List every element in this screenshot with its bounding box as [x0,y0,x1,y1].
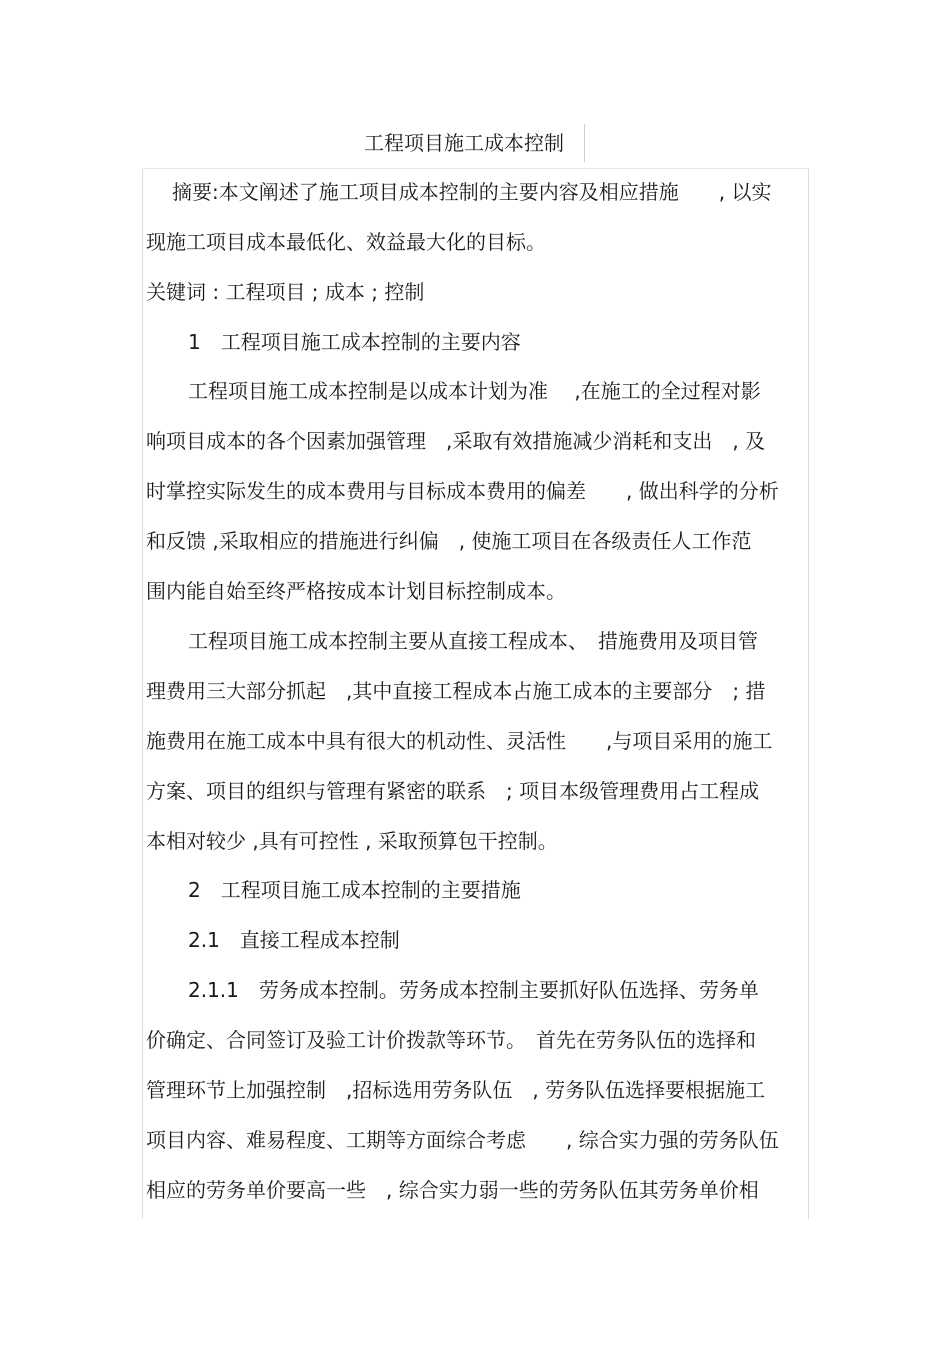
section-2-1-heading: 2.1 直接工程成本控制 [188,928,400,952]
paragraph-line: 时掌控实际发生的成本费用与目标成本费用的偏差 , 做出科学的分析 [146,479,779,503]
paragraph-line: 本相对较少 ,具有可控性 , 采取预算包干控制。 [146,829,558,853]
paragraph-line: 施费用在施工成本中具有很大的机动性、灵活性 ,与项目采用的施工 [146,729,773,753]
paragraph-line: 围内能自始至终严格按成本计划目标控制成本。 [146,579,566,603]
title-box [364,124,585,162]
section-2-heading: 2 工程项目施工成本控制的主要措施 [188,878,521,902]
abstract-line-1: 摘要:本文阐述了施工项目成本控制的主要内容及相应措施 , 以实 [172,180,772,204]
paragraph-line: 方案、项目的组织与管理有紧密的联系 ; 项目本级管理费用占工程成 [146,779,760,803]
paragraph-line: 工程项目施工成本控制是以成本计划为准 ,在施工的全过程对影 [188,379,761,403]
paragraph-line: 响项目成本的各个因素加强管理 ,采取有效措施减少消耗和支出 , 及 [146,429,766,453]
paragraph-line: 和反馈 ,采取相应的措施进行纠偏 , 使施工项目在各级责任人工作范 [146,529,752,553]
paragraph-line: 管理环节上加强控制 ,招标选用劳务队伍 , 劳务队伍选择要根据施工 [146,1078,766,1102]
abstract-line-2: 现施工项目成本最低化、效益最大化的目标。 [146,230,546,254]
paragraph-line: 工程项目施工成本控制主要从直接工程成本、 措施费用及项目管 [188,629,758,653]
paragraph-line: 2.1.1 劳务成本控制。劳务成本控制主要抓好队伍选择、劳务单 [188,978,759,1002]
section-1-heading: 1 工程项目施工成本控制的主要内容 [188,330,521,354]
paragraph-line: 项目内容、难易程度、工期等方面综合考虑 , 综合实力强的劳务队伍 [146,1128,779,1152]
paragraph-line: 价确定、合同签订及验工计价拨款等环节。 首先在劳务队伍的选择和 [146,1028,756,1052]
keywords-line: 关键词 : 工程项目 ; 成本 ; 控制 [146,280,425,304]
paragraph-line: 理费用三大部分抓起 ,其中直接工程成本占施工成本的主要部分 ; 措 [146,679,766,703]
document-title: 工程项目施工成本控制 [364,131,564,155]
paragraph-line: 相应的劳务单价要高一些 , 综合实力弱一些的劳务队伍其劳务单价相 [146,1178,759,1202]
